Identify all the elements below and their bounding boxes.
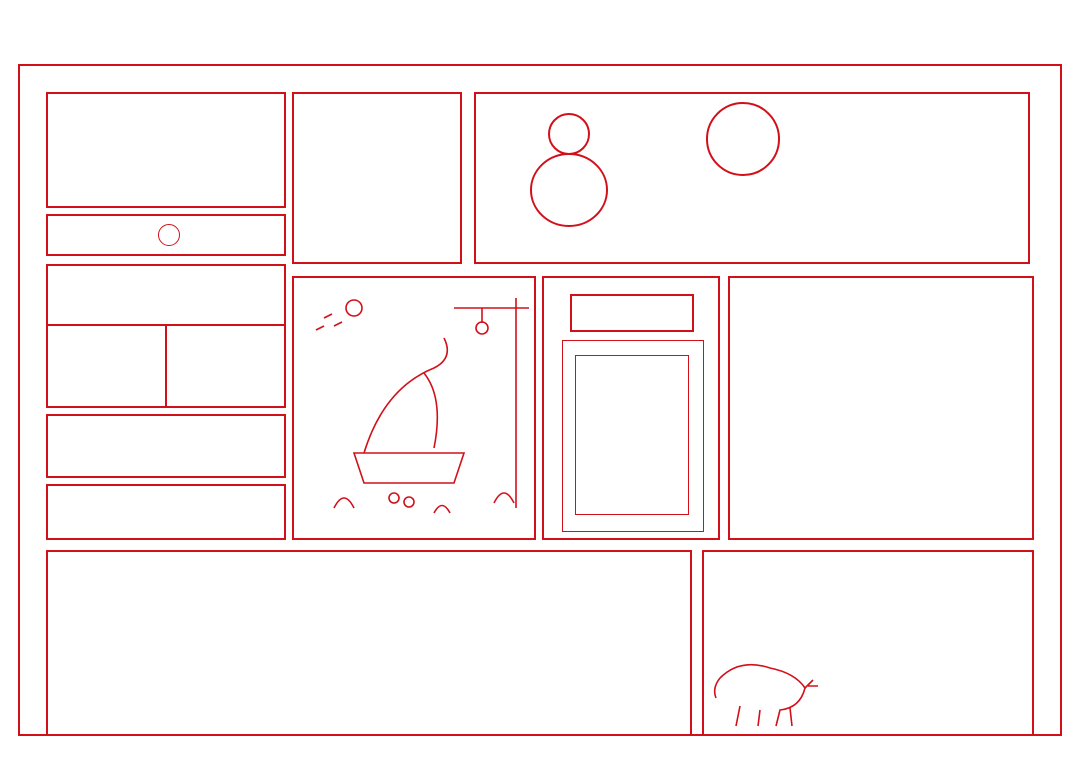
special-gift-box (46, 484, 286, 540)
marksix-strip-top (20, 66, 1060, 86)
treasure-map-box (542, 276, 720, 540)
bull-illustration (710, 628, 822, 734)
history-box (46, 550, 692, 736)
interpretation-box (702, 550, 1034, 736)
dragon-well-illustration (294, 278, 534, 538)
treasure-title (570, 294, 694, 332)
open-small (48, 326, 167, 408)
gourd-icon (524, 102, 614, 232)
footer (0, 740, 1080, 770)
hot-cold-table-box (46, 92, 286, 208)
open-box (46, 264, 286, 408)
open-single (167, 326, 284, 408)
result-balls-box (46, 214, 286, 256)
special-ball (158, 224, 180, 246)
marksix-strip-left (20, 90, 42, 730)
analysis-box (728, 276, 1034, 540)
number-row-box (46, 414, 286, 478)
dragon-illustration-box (292, 276, 536, 540)
banner-box (474, 92, 1030, 264)
fortune-box (292, 92, 462, 264)
open-title (48, 266, 284, 326)
scroll (562, 340, 704, 532)
history-dot-grid (238, 554, 688, 734)
marksix-strip-right (1038, 90, 1060, 730)
stamp-icon (706, 102, 780, 176)
